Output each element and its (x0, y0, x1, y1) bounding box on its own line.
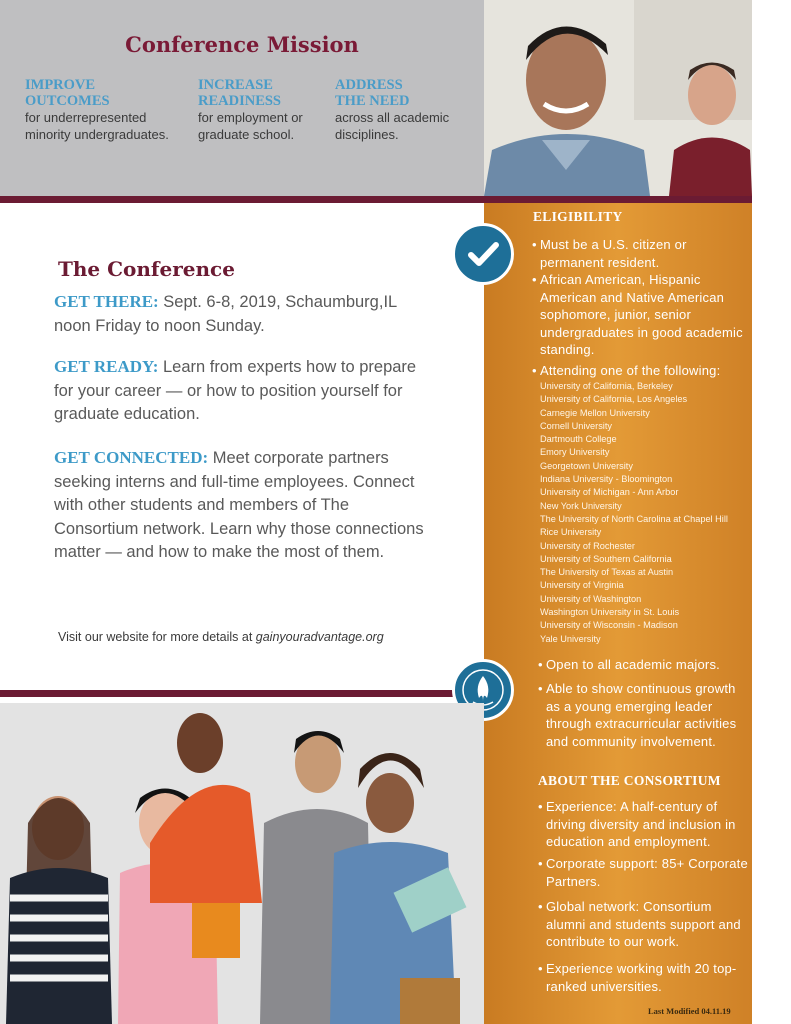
university-item: University of Michigan - Ann Arbor (540, 487, 679, 498)
university-item: The University of North Carolina at Chapel Hill (540, 513, 728, 524)
university-item: University of Southern California (540, 553, 672, 564)
university-item: Indiana University - Bloomington (540, 474, 673, 485)
university-item: Washington University in St. Louis (540, 607, 680, 618)
about-item-text: Global network: Consortium alumni and students support and contribute to our work. (546, 899, 741, 949)
university-item: University of California, Los Angeles (540, 394, 688, 405)
eligibility-item-text: Able to show continuous growth as a young emerging leader through extracurricular activities and community involvement. (546, 681, 737, 749)
university-item: University of Washington (540, 593, 642, 604)
about-item: • Global network: Consortium alumni and students support and contribute to our work. (538, 899, 741, 949)
divider-top (0, 196, 752, 203)
eligibility-item-text: Must be a U.S. citizen or permanent resident. (540, 237, 687, 270)
eligibility-item: • Open to all academic majors. (538, 657, 720, 672)
pillar-heading: IMPROVE OUTCOMES (25, 77, 110, 109)
students-photo-top (484, 0, 752, 196)
pillar-text: across all academic disciplines. (335, 110, 450, 142)
checkmark-glyph (455, 226, 511, 282)
university-item: Yale University (540, 633, 601, 644)
university-item: Georgetown University (540, 460, 633, 471)
university-item: Rice University (540, 527, 602, 538)
university-item: New York University (540, 500, 622, 511)
eligibility-item-text: Attending one of the following: (540, 363, 721, 378)
divider-bottom (0, 690, 484, 697)
about-item-text: Corporate support: 85+ Corporate Partners. (546, 856, 748, 889)
eligibility-item-text: African American, Hispanic American and Native American sophomore, junior, senior undergraduates in good academic standing. (540, 272, 743, 357)
about-heading: ABOUT THE CONSORTIUM (538, 773, 721, 788)
mission-title: Conference Mission (125, 32, 359, 57)
eligibility-item-text: Open to all academic majors. (546, 657, 720, 672)
university-item: Dartmouth College (540, 434, 617, 445)
checkmark-icon (452, 223, 514, 285)
about-item: • Experience working with 20 top-ranked universities. (538, 961, 737, 994)
pillar-heading: ADDRESS THE NEED (335, 77, 410, 109)
university-item: University of Wisconsin - Madison (540, 620, 678, 631)
get-there-text: Sept. 6-8, 2019, Schaumburg,IL noon Friday to noon Sunday. (54, 293, 397, 335)
pillar-text: for employment or graduate school. (198, 110, 303, 142)
eligibility-item: • Must be a U.S. citizen or permanent resident. (532, 237, 687, 270)
get-connected-paragraph (54, 446, 426, 565)
last-modified: Last Modified 04.11.19 (648, 1006, 731, 1016)
get-connected-text: Meet corporate partners seeking interns and full-time employees. Connect with other students and members of The Consortium network. Learn why those connections matter — and how to make the most of them. (54, 449, 424, 561)
about-item: • Experience: A half-century of driving diversity and inclusion in education and employment. (538, 799, 736, 849)
pillar-text: for underrepresented minority undergraduates. (25, 110, 169, 142)
university-list (540, 380, 750, 646)
website-prefix: Visit our website for more details at (58, 630, 256, 644)
get-ready-paragraph (54, 355, 434, 427)
university-item: University of Virginia (540, 580, 624, 591)
pillar-address (335, 77, 500, 143)
get-there-label: GET THERE: (54, 292, 159, 311)
university-item: University of California, Berkeley (540, 381, 673, 391)
pillar-heading: INCREASE READINESS (198, 77, 281, 109)
university-item: Emory University (540, 447, 610, 458)
website-note (58, 630, 384, 644)
get-connected-label: GET CONNECTED: (54, 448, 209, 467)
get-ready-text: Learn from experts how to prepare for your career — or how to position yourself for graduate education. (54, 358, 417, 423)
pillar-improve (25, 77, 190, 143)
eligibility-item: • African American, Hispanic American and Native American sophomore, junior, senior undergraduates in good academic standing. (532, 272, 743, 357)
university-item: Cornell University (540, 420, 612, 431)
about-item: • Corporate support: 85+ Corporate Partners. (538, 856, 748, 889)
university-item: Carnegie Mellon University (540, 407, 650, 418)
get-there-paragraph (54, 290, 434, 338)
eligibility-item: • Attending one of the following: (532, 363, 721, 378)
students-illustration (484, 0, 752, 196)
eligibility-heading: ELIGIBILITY (533, 209, 623, 224)
university-item: University of Rochester (540, 540, 635, 551)
students-group-illustration (0, 703, 484, 1024)
about-item-text: Experience working with 20 top-ranked universities. (546, 961, 737, 994)
website-link[interactable]: gainyouradvantage.org (255, 630, 384, 644)
eligibility-item: • Able to show continuous growth as a young emerging leader through extracurricular activities and community involvement. (538, 681, 737, 749)
students-photo-bottom (0, 703, 484, 1024)
get-ready-label: GET READY: (54, 357, 159, 376)
university-item: The University of Texas at Austin (540, 567, 674, 578)
conference-title: The Conference (58, 257, 235, 281)
about-item-text: Experience: A half-century of driving diversity and inclusion in education and employment. (546, 799, 736, 849)
